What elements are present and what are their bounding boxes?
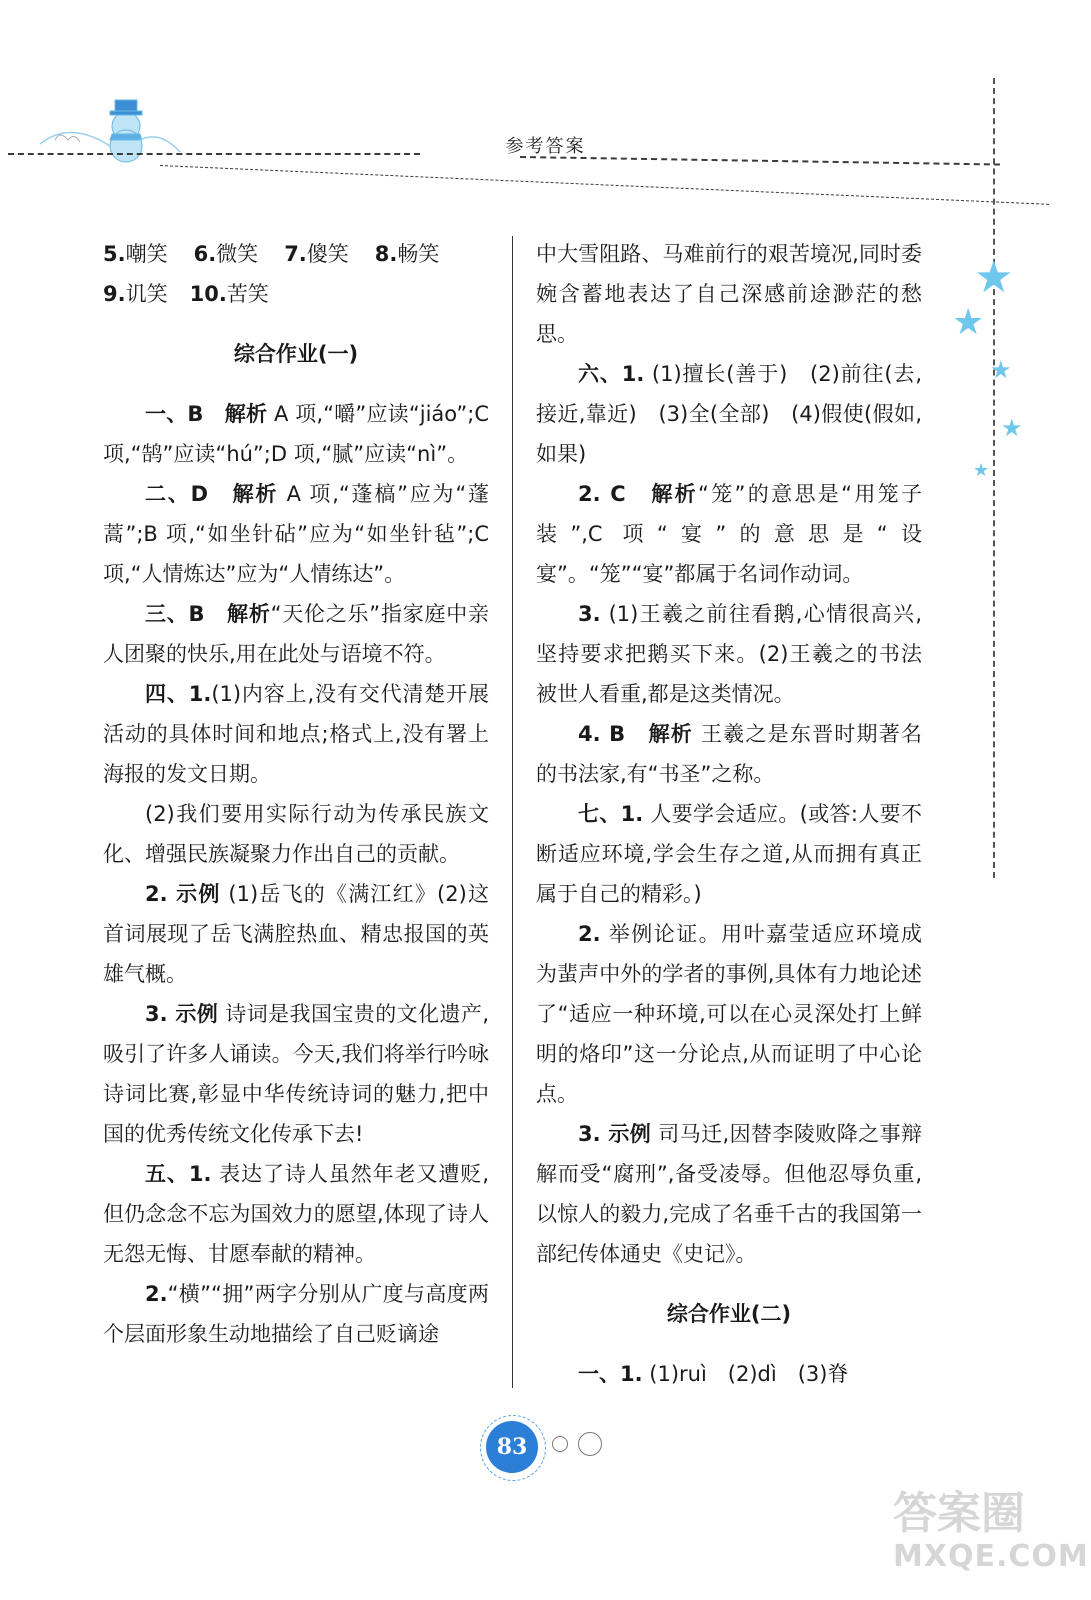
answer-text: (2)我们要用实际行动为传承民族文化、增强民族凝聚力作出自己的贡献。 [103, 802, 489, 866]
star-icon: ★ [952, 302, 985, 343]
answer-lead: 3. 示例 [145, 1002, 219, 1026]
answer-lead: 2. [145, 1282, 168, 1306]
answer-text: (1)ruì (2)dì (3)脊 [642, 1362, 849, 1386]
answer-text: 苦笑 [226, 282, 269, 306]
answer-text: 表达了诗人虽然年老又遭贬,但仍念念不忘为国效力的愿望,体现了诗人无怨无悔、甘愿奉献的精神。 [103, 1162, 489, 1266]
answer-lead: 3. [578, 602, 601, 626]
answer-paragraph [103, 874, 489, 994]
answer-paragraph [103, 1274, 489, 1354]
answer-text: (1)擅长(善于) (2)前往(去,接近,靠近) (3)全(全部) (4)假使(假如,如果) [536, 362, 923, 466]
answer-line [103, 274, 489, 314]
answer-text: 讥笑 [125, 282, 168, 306]
answer-paragraph [536, 1114, 922, 1274]
watermark-top: 答案圈 [893, 1488, 1025, 1539]
answer-paragraph [103, 474, 489, 594]
star-icon: ★ [974, 252, 1014, 303]
answer-paragraph [103, 594, 489, 674]
answer-text: 王羲之是东晋时期著名的书法家,有“书圣”之称。 [536, 722, 922, 786]
column-divider [512, 236, 513, 1388]
answer-text: A 项,“蓬槁”应为“蓬蒿”;B 项,“如坐针砧”应为“如坐针毡”;C 项,“人情炼达”应为“人情练达”。 [103, 482, 490, 586]
item-number: 8. [374, 242, 398, 266]
left-column [103, 234, 489, 1354]
answer-paragraph [103, 794, 489, 874]
answer-lead: 3. 示例 [578, 1122, 652, 1146]
answer-paragraph [103, 994, 489, 1154]
answer-paragraph [103, 674, 489, 794]
item-number: 6. [193, 242, 217, 266]
answer-paragraph [536, 794, 922, 914]
star-icon: ★ [973, 460, 990, 481]
section-title: 综合作业(二) [666, 1302, 792, 1326]
answer-paragraph [536, 1354, 922, 1394]
decor-circle [578, 1432, 602, 1456]
answer-text: 中大雪阻路、马难前行的艰苦境况,同时委婉含蓄地表达了自己深感前途渺茫的愁思。 [536, 242, 922, 346]
star-icon: ★ [990, 356, 1012, 384]
answer-paragraph [536, 234, 922, 354]
answer-lead: 三、B 解析 [145, 602, 271, 626]
answer-text: (1)岳飞的《满江红》(2)这首词展现了岳飞满腔热血、精忠报国的英雄气概。 [103, 882, 489, 986]
answer-lead: 一、B 解析 [145, 402, 268, 426]
answer-lead: 一、1. [578, 1362, 643, 1386]
answer-lead: 2. [578, 922, 601, 946]
answer-text: “笼”的意思是“用笼子装”,C 项“宴”的意思是“设宴”。“笼”“宴”都属于名词作动词。 [536, 482, 923, 586]
answer-line [103, 234, 489, 274]
answer-lead: 五、1. [145, 1162, 212, 1186]
answer-text: “横”“拥”两字分别从广度与高度两个层面形象生动地描绘了自己贬谪途 [103, 1282, 489, 1346]
answer-text: (1)内容上,没有交代清楚开展活动的具体时间和地点;格式上,没有署上海报的发文日期。 [103, 682, 490, 786]
watermark [893, 1488, 1089, 1574]
right-column [536, 234, 922, 1394]
answer-paragraph [103, 394, 489, 474]
decor-circle [552, 1436, 568, 1452]
answer-paragraph [536, 594, 922, 714]
answer-text: “天伦之乐”指家庭中亲人团聚的快乐,用在此处与语境不符。 [103, 602, 489, 666]
answer-text: 微笑 [216, 242, 259, 266]
answer-lead: 2. C 解析 [578, 482, 698, 506]
watermark-bottom: MXQE.COM [893, 1539, 1089, 1574]
star-icon: ★ [1001, 414, 1023, 442]
answer-paragraph [536, 914, 922, 1114]
answer-paragraph [103, 1154, 489, 1274]
item-number: 9. [103, 282, 126, 306]
answer-paragraph [536, 474, 922, 594]
section-title: 综合作业(一) [233, 342, 359, 366]
answer-paragraph [536, 354, 922, 474]
answer-lead: 二、D 解析 [145, 482, 279, 506]
answer-text: 司马迁,因替李陵败降之事辩解而受“腐刑”,备受凌辱。但他忍辱负重,以惊人的毅力,完成了名垂千古的我国第一部纪传体通史《史记》。 [536, 1122, 922, 1266]
page-header-title: 参考答案 [505, 136, 586, 157]
answer-text: 畅笑 [397, 242, 440, 266]
answer-lead: 2. 示例 [145, 882, 221, 906]
answer-text: 诗词是我国宝贵的文化遗产,吸引了许多人诵读。今天,我们将举行吟咏诗词比赛,彰显中华传统诗词的魅力,把中国的优秀传统文化传承下去! [103, 1002, 489, 1146]
answer-lead: 六、1. [578, 362, 645, 386]
margin-rule [993, 78, 995, 878]
answer-text: 傻笑 [306, 242, 349, 266]
item-number: 5. [103, 242, 126, 266]
answer-lead: 四、1. [145, 682, 212, 706]
item-number: 10. [189, 282, 227, 306]
page-number: 83 [486, 1421, 538, 1473]
answer-paragraph [536, 714, 922, 794]
answer-text: 举例论证。用叶嘉莹适应环境成为蜚声中外的学者的事例,具体有力地论述了“适应一种环境,可以在心灵深处打上鲜明的烙印”这一分论点,从而证明了中心论点。 [536, 922, 922, 1106]
answer-lead: 4. B 解析 [578, 722, 694, 746]
answer-text: A 项,“嚼”应读“jiáo”;C 项,“鹄”应读“hú”;D 项,“腻”应读“nì”。 [103, 402, 489, 466]
answer-text: (1)王羲之前往看鹅,心情很高兴,坚持要求把鹅买下来。(2)王羲之的书法被世人看重,都是这类情况。 [536, 602, 922, 706]
answer-lead: 七、1. [578, 802, 644, 826]
item-number: 7. [284, 242, 307, 266]
answer-text: 嘲笑 [125, 242, 168, 266]
answer-text: 人要学会适应。(或答:人要不断适应环境,学会生存之道,从而拥有真正属于自己的精彩。) [536, 802, 922, 906]
